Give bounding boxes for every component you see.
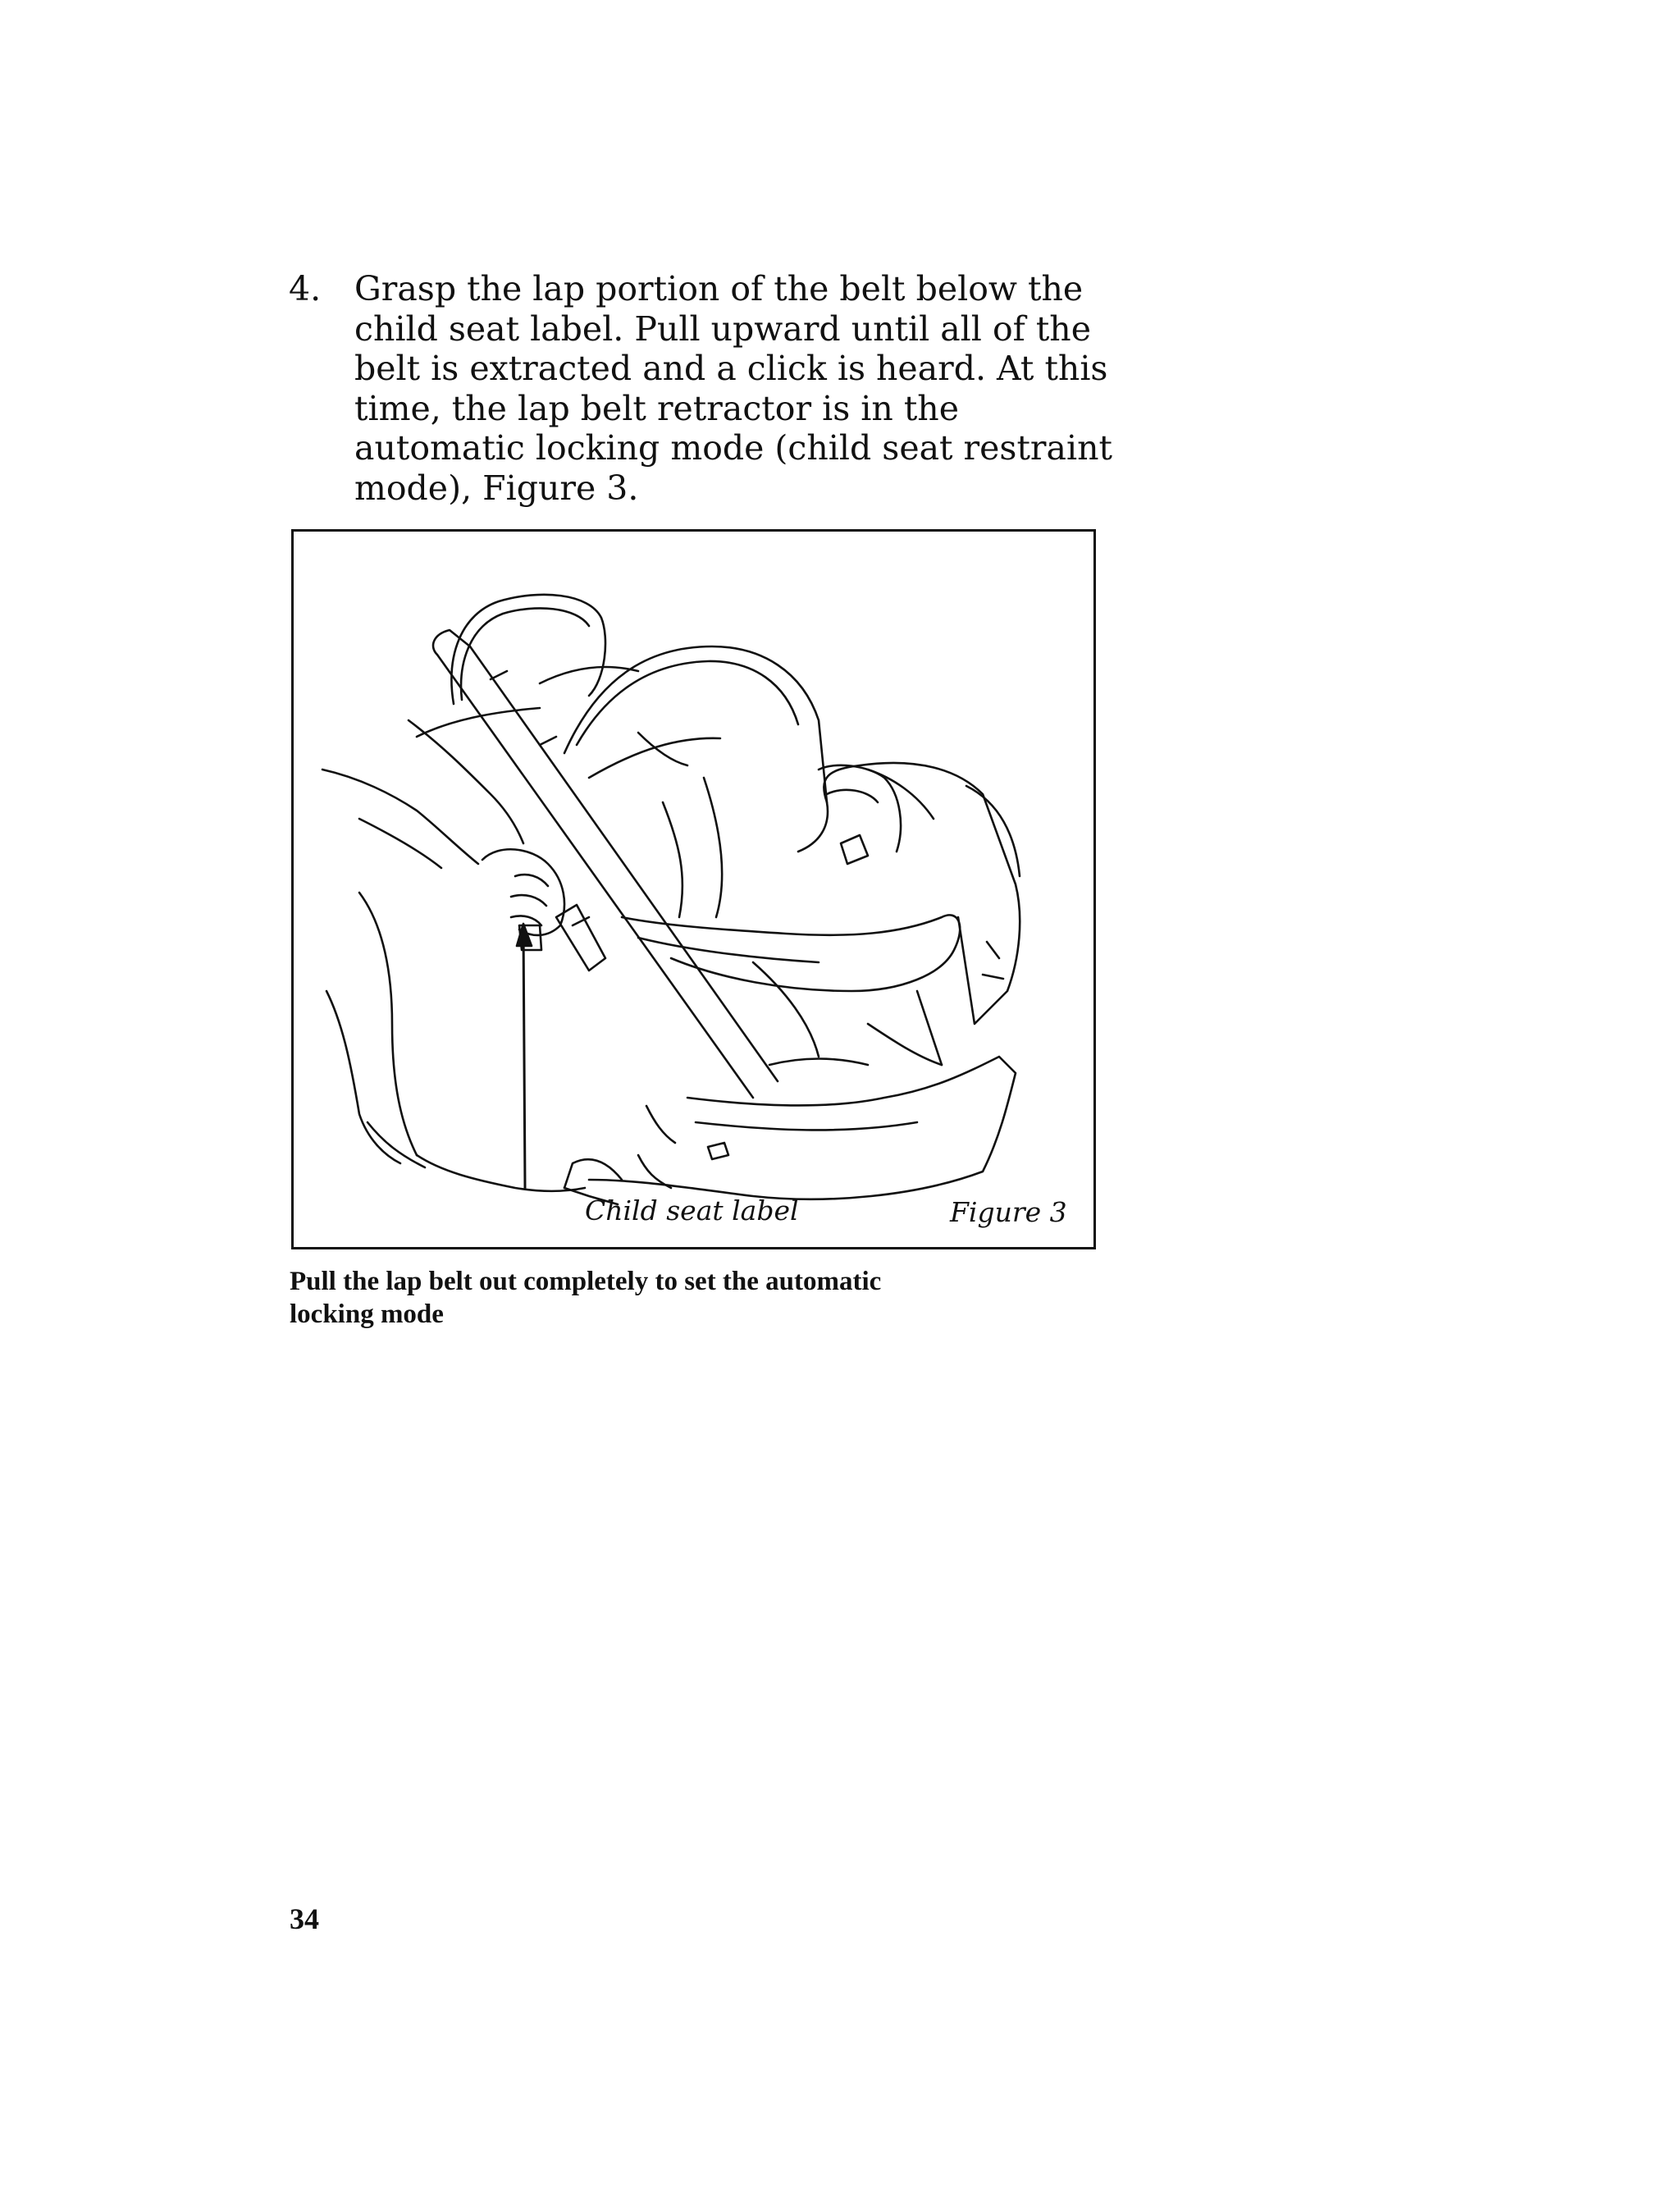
figure-3-frame [291, 529, 1096, 1249]
figure-number-label: Figure 3 [950, 1196, 1067, 1228]
step-text [354, 269, 1125, 508]
step-line: Grasp the lap portion of the belt below the [354, 269, 1084, 308]
caption-line: locking mode [290, 1299, 444, 1329]
caption-line: Pull the lap belt out completely to set the automatic [290, 1267, 882, 1296]
child-seat-label-callout: Child seat label [585, 1194, 799, 1226]
step-number: 4. [289, 269, 322, 308]
step-line: child seat label. Pull upward until all of the [354, 308, 1091, 349]
page-number: 34 [290, 1902, 319, 1935]
step-line: belt is extracted and a click is heard. At this [354, 349, 1108, 388]
step-line: time, the lap belt retractor is in the [354, 388, 959, 428]
step-line: automatic locking mode (child seat restraint [354, 428, 1112, 468]
step-line: mode), Figure 3. [354, 468, 639, 508]
figure-caption [290, 1265, 1028, 1331]
child-seat-illustration [294, 532, 1093, 1247]
